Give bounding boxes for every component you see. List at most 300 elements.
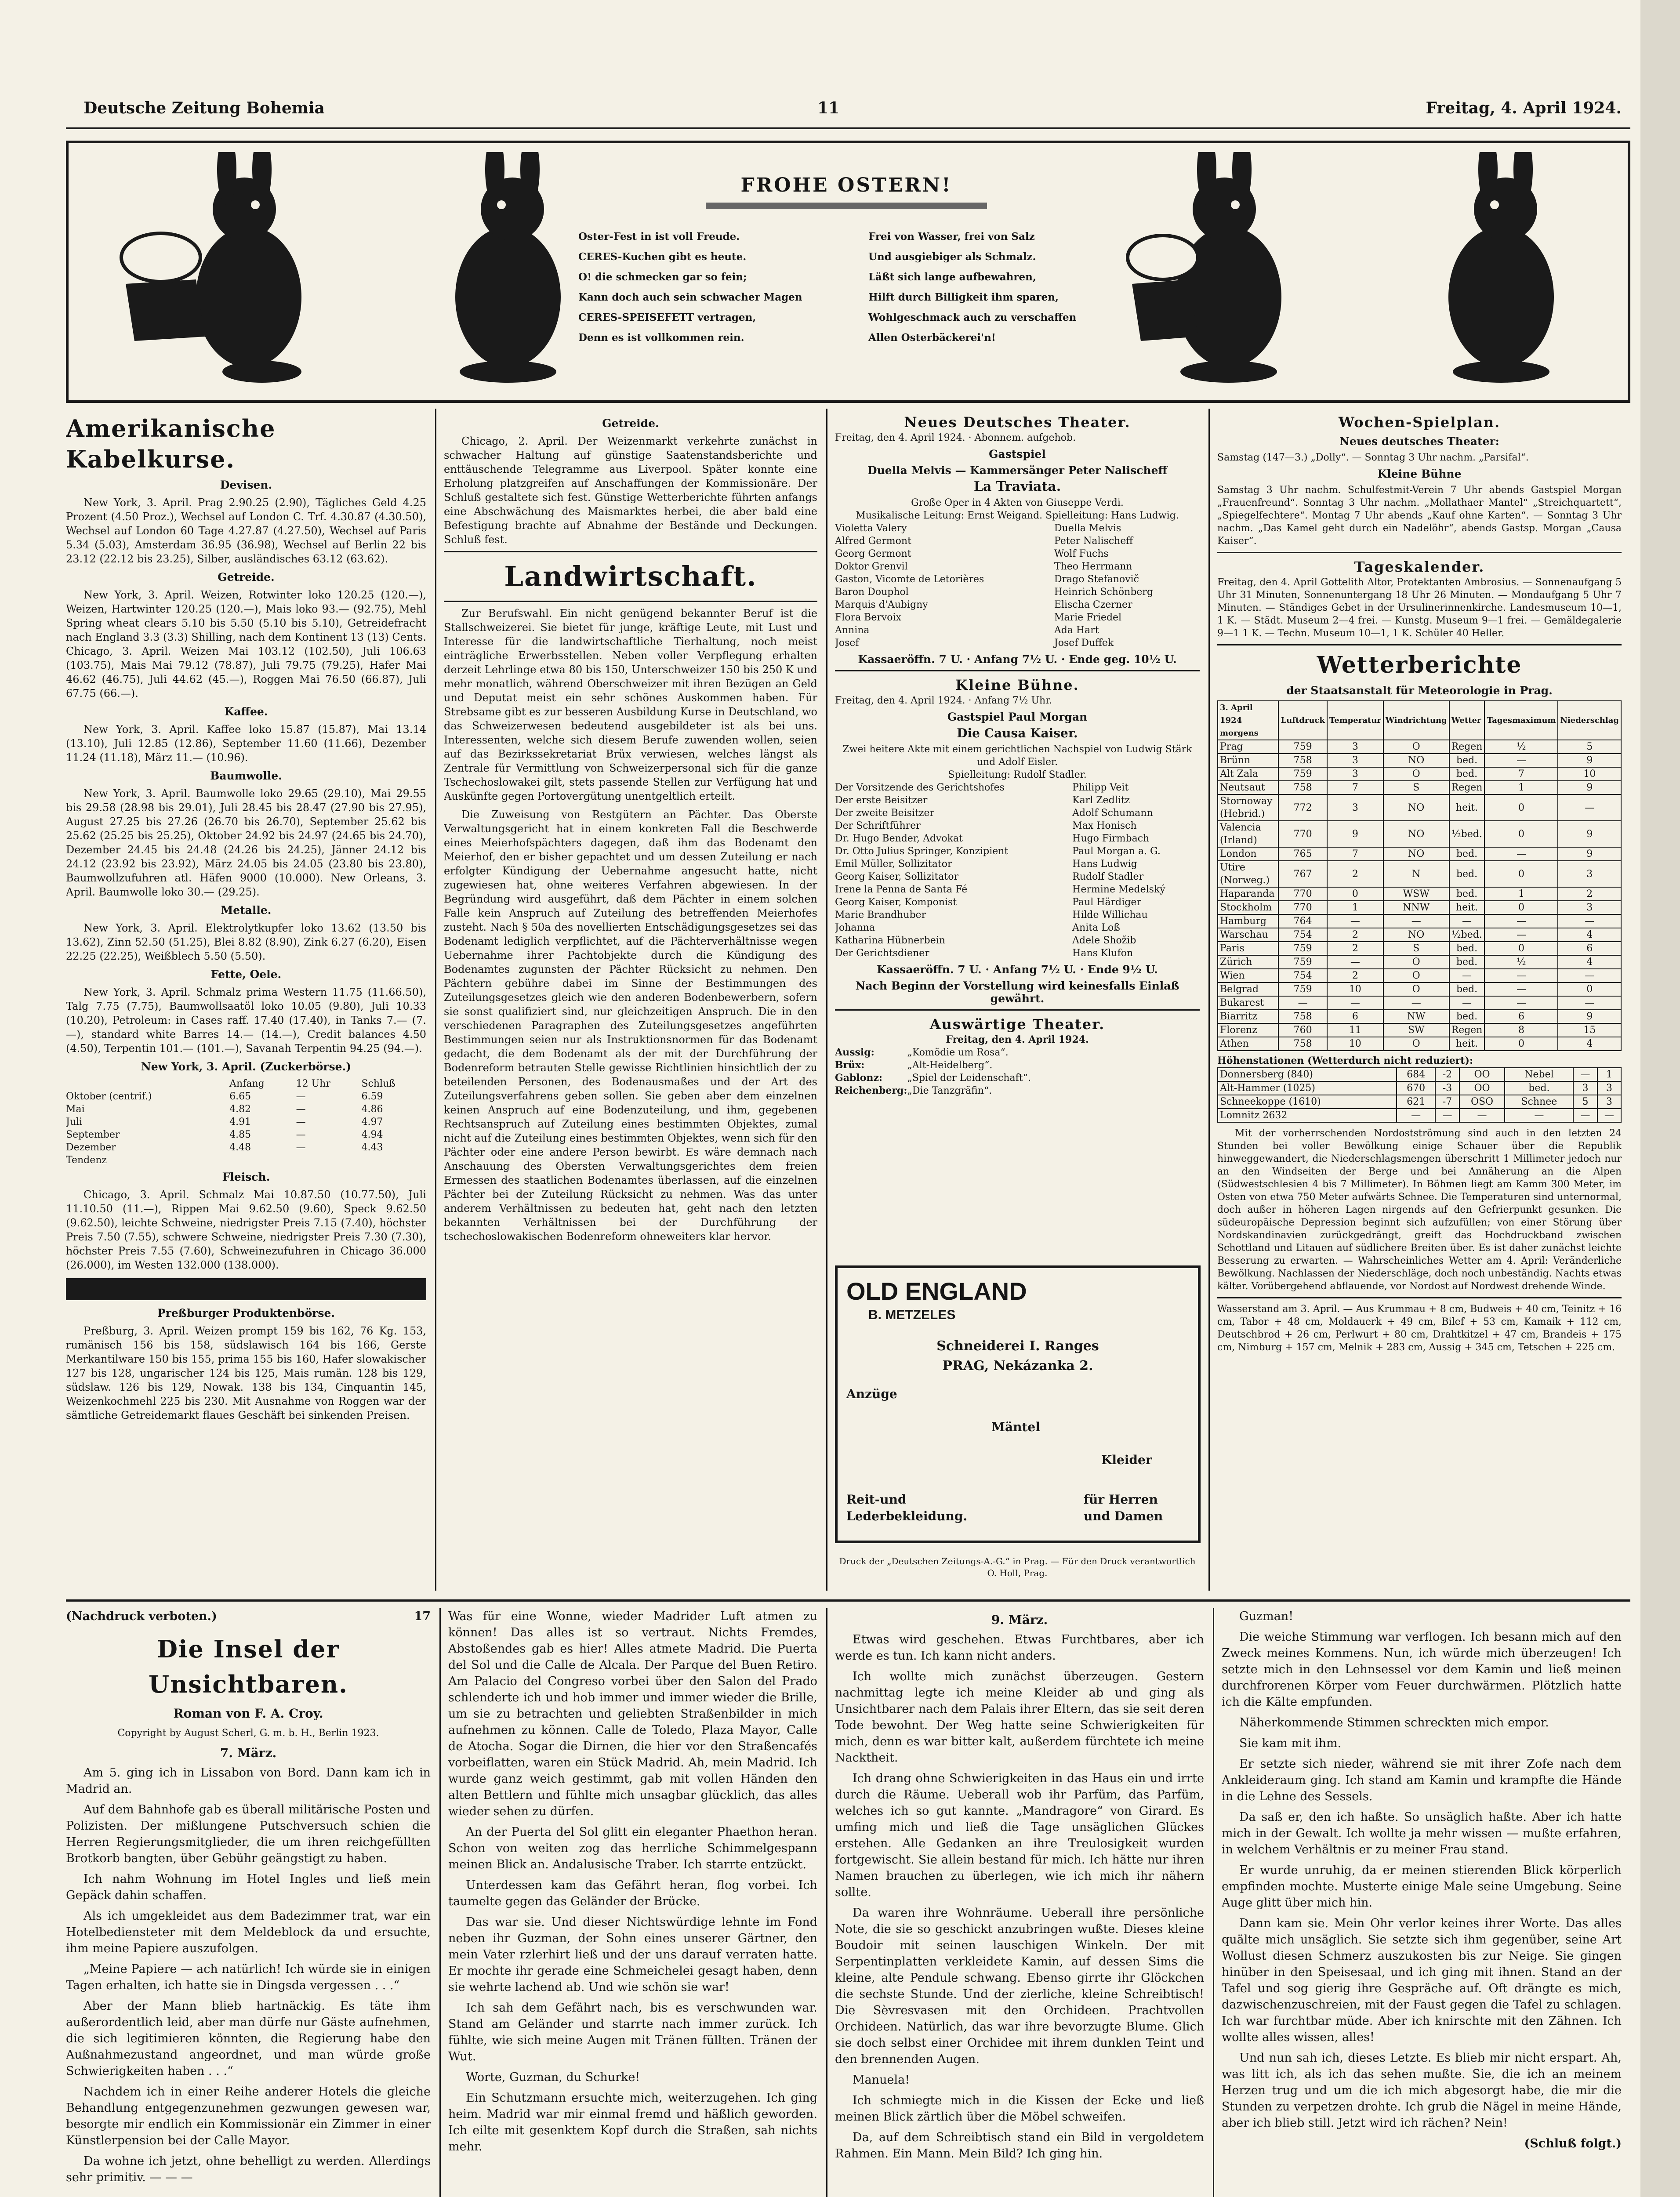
agriculture-column [444, 413, 817, 1591]
list-item [835, 1072, 1200, 1084]
table-cell: NW [1383, 1010, 1449, 1023]
table-cell: 3 [1558, 901, 1621, 914]
opera-title: La Traviata. [973, 479, 1061, 494]
table-cell [362, 1154, 427, 1167]
verse-line: O! die schmecken gar so fein; [578, 271, 747, 283]
role: Katharina Hübnerbein [835, 935, 945, 946]
table-cell: — [1484, 754, 1558, 767]
table-cell: 6.65 [229, 1091, 251, 1102]
page-number: 11 [817, 99, 840, 117]
performer: Adolf Schumann [1072, 808, 1153, 819]
divider [835, 670, 1200, 671]
performer: Hans Ludwig [1072, 859, 1137, 870]
novel-paragraph: Und nun sah ich, dieses Letzte. Es blieb mir nicht erspart. Ah, was litt ich, als ich das sehen mußte. Sie, die ich an meinem Herzen trug und um die ich mich abgesorgt habe, die mir die Stunden zu verpetzen drohte. Ich grub die Nägel in meine Hände, aber ich blieb still. Jetzt wird ich rächen? Nein! [1222, 2051, 1622, 2130]
small-stage-footer: Kassaeröffn. 7 U. · Anfang 7½ U. · Ende 9½ U. [877, 963, 1158, 976]
table-cell: ½bed. [1449, 821, 1485, 847]
old-england-ad [835, 1265, 1201, 1543]
novel-copyright: Copyright by August Scherl, G. m. b. H., Berlin 1923. [117, 1728, 379, 1739]
table-row [1218, 1023, 1621, 1037]
cast-row [835, 947, 1200, 960]
table-cell: 5 [1558, 740, 1621, 754]
table-cell: 758 [1278, 754, 1327, 767]
performer: Elischa Czerner [1054, 599, 1132, 610]
novel-paragraph: Guzman! [1239, 1610, 1294, 1623]
table-cell: ½ [1484, 955, 1558, 969]
novel-paragraph: Was für eine Wonne, wieder Madrider Luft atmen zu können! Das alles ist so vertraut. Nichts Fremdes, Abstoßendes gab es hier! Alles atmete Madrid. Die Puerta del Sol und die Calle de Alcala. Der Parque del Buen Retiro. Am Palacio del Congreso vorbei über den Salon del Prado schlenderte ich und hob immer und immer wieder die Brille, um sie zu betrachten und geliebten Straßenbilder in mich aufnehmen zu können. Calle de Toledo, Plaza Mayor, Calle de Atocha. Sogar die Dirnen, die hier vor den Straßencafés vorbeiflatten, waren ein Stück Madrid. Ah, mein Madrid. Ich wurde ganz weich gestimmt, gab mit vollen Händen den alten Bettlern und fühlte mich unsagbar glücklich, das alles wieder sehen zu dürfen. [448, 1610, 817, 1818]
header-rule [66, 127, 1630, 129]
performer: Drago Stefanovič [1054, 574, 1139, 585]
table-cell: 2 [1558, 887, 1621, 901]
weekly-text: Samstag (147—3.) „Dolly“. — Sonntag 3 Uhr nachm. „Parsifal“. [1217, 452, 1529, 463]
section-text: New York, 3. April. Weizen, Rotwinter loko 120.25 (120.—), Weizen, Hartwinter 120.25 (120.—), Mais loko 93.— (92.75), Mehl Spring wheat clears 5.10 bis 5.50 (5.10 bis 5.10), Getreidefracht nach England 3.3 (3.3) Shilling, nach dem Kontinent 13 (13) Cents. Chicago, 3. April. Weizen Mai 103.12 (102.50), Juli 106.63 (103.75), Mais Mai 79.12 (78.87), Juli 79.75 (79.25), Hafer Mai 46.62 (46.75), Juli 44.62 (45.—), Roggen Mai 76.50 (66.87), Juli 67.75 (66.—). [66, 589, 426, 700]
ad-item: Kleider [1101, 1453, 1152, 1467]
table-row [1218, 1010, 1621, 1023]
table-cell: September [66, 1129, 120, 1140]
table-header: Wetter [1449, 701, 1485, 740]
small-stage-title: Kleine Bühne. [955, 677, 1079, 693]
section-head: Preßburger Produktenbörse. [157, 1307, 335, 1320]
section-rule [66, 1599, 1630, 1602]
column-rule [826, 1608, 827, 2197]
verse-line: Hilft durch Billigkeit ihm sparen, [868, 291, 1059, 303]
table-cell: 4.86 [361, 1104, 383, 1115]
station-name: Biarritz [1218, 1010, 1278, 1023]
table-cell: 12 Uhr [296, 1078, 330, 1089]
table-row [66, 1090, 426, 1103]
table-cell: bed. [1449, 1010, 1485, 1023]
table-row [66, 1116, 426, 1128]
table-cell: 4.94 [361, 1129, 383, 1140]
table-cell: 4.91 [229, 1117, 251, 1128]
table-cell: -7 [1435, 1095, 1459, 1109]
easter-verse-right [868, 227, 1132, 348]
performer: Anita Loß [1072, 922, 1120, 933]
city: Aussig: [835, 1047, 874, 1058]
table-cell: — [1558, 969, 1621, 982]
station-name: Warschau [1218, 928, 1278, 942]
table-cell: 4.82 [229, 1104, 251, 1115]
list-item [835, 1046, 1200, 1059]
table-cell: — [1484, 969, 1558, 982]
play: „Spiel der Leidenschaft“. [907, 1073, 1031, 1084]
small-stage-date: Freitag, den 4. April 1924. · Anfang 7½ Uhr. [835, 695, 1052, 706]
opera-direction: Musikalische Leitung: Ernst Weigand. Spielleitung: Hans Ludwig. [856, 510, 1179, 521]
table-cell: — [296, 1104, 306, 1115]
page-edge [1640, 0, 1680, 2197]
table-cell: O [1383, 982, 1449, 996]
ad-item: Mäntel [991, 1420, 1040, 1434]
table-cell: NO [1383, 754, 1449, 767]
play: „Die Tanzgräfin“. [907, 1085, 992, 1096]
cast-row [835, 611, 1200, 624]
table-cell: 3 [1327, 740, 1383, 754]
small-stage-note: Nach Beginn der Vorstellung wird keinesfalls Einlaß gewährt. [855, 979, 1179, 1005]
table-cell: NO [1383, 928, 1449, 942]
performer: Hilde Willichau [1072, 910, 1148, 921]
play-title: Die Causa Kaiser. [957, 726, 1078, 740]
table-cell: 11 [1327, 1023, 1383, 1037]
weather-forecast: Mit der vorherrschenden Nordostströmung sind auch in den letzten 24 Stunden bei voller Bewölkung einige Schauer über die Republik hinweggewandert, die Niederschlagsmengen überschritt 1 Millimeter jedoch nur an den Windseiten der Berge und bei Annäherung an die Alpen (Südwestschlesien 4 bis 7 Millimeter). In Böhmen liegt am Kamm 300 Meter, im Osten von etwa 750 Meter aufwärts Schnee. Die Temperaturen sind unternormal, doch außer in höheren Lagen nirgends auf den Gefrierpunkt gesunken. Die südeuropäische Depression beginnt sich aufzufüllen; von einer Störung über Nordskandinavien zurückgedrängt, greift das Hochdruckband zwischen Schottland und Litauen auf südlichere Breiten über. Es ist daher zunächst leichte Besserung zu erwarten. — Wahrscheinliches Wetter am 4. April: Veränderliche Bewölkung. Nachlassen der Niederschläge, doch noch unbeständig. Nachts etwas kälter. Vorübergehend abflauende, vor Nordost auf Nordwest drehende Winde. [1217, 1128, 1622, 1292]
table-cell: — [1558, 996, 1621, 1010]
table-header: Windrichtung [1383, 701, 1449, 740]
table-cell: 3 [1327, 754, 1383, 767]
table-cell: 759 [1278, 955, 1327, 969]
table-cell: 1 [1484, 781, 1558, 794]
role: Marquis d'Aubigny [835, 599, 928, 610]
novel-paragraph: Manuela! [853, 2073, 910, 2087]
table-cell: 1 [1597, 1068, 1621, 1081]
diary-date: 9. März. [991, 1613, 1048, 1627]
divider [835, 1009, 1200, 1011]
station-name: Utire (Norweg.) [1218, 861, 1278, 887]
table-cell: 2 [1327, 861, 1383, 887]
table-row [1218, 701, 1621, 740]
city: Brüx: [835, 1059, 865, 1071]
performer: Josef Duffek [1054, 638, 1114, 649]
table-cell: 759 [1278, 982, 1327, 996]
performer: Theo Herrmann [1054, 561, 1132, 572]
table-row [1218, 969, 1621, 982]
table-row [1218, 847, 1621, 861]
weekly-title: Wochen-Spielplan. [1338, 414, 1501, 431]
weather-table [1217, 700, 1622, 1051]
novel-column-3 [835, 1608, 1204, 2197]
station-name: Neutsaut [1218, 781, 1278, 794]
table-cell: 3 [1327, 794, 1383, 821]
table-cell: O [1383, 767, 1449, 781]
table-cell: 15 [1558, 1023, 1621, 1037]
bunny-illustration [1123, 152, 1308, 385]
table-cell: 7 [1327, 847, 1383, 861]
station-name: Wien [1218, 969, 1278, 982]
table-cell: — [1435, 1109, 1459, 1122]
performer: Rudolf Stadler [1072, 871, 1144, 882]
cast-row [835, 535, 1200, 547]
cast-row [835, 573, 1200, 586]
calendar-title: Tageskalender. [1354, 558, 1485, 575]
table-cell: Regen [1449, 1023, 1485, 1037]
column-rule [1213, 1608, 1214, 2197]
role: Alfred Germont [835, 536, 911, 547]
divider [1217, 1297, 1622, 1298]
table-cell: -3 [1435, 1081, 1459, 1095]
reprint-notice: (Nachdruck verboten.) [66, 1610, 217, 1623]
calendar-text: Freitag, den 4. April Gottelith Altor, Protektanten Ambrosius. — Sonnenaufgang 5 Uhr 31 Minuten, Sonnenuntergang 18 Uhr 26 Minuten. — Mondaufgang 5 Uhr 7 Minuten. — Ständiges Gebet in der Ursulinerinnenkirche. Landesmuseum 10—1, 1 K. — Städt. Museum 2—4 frei. — Kunstg. Museum 9—1 frei. — Gemäldegalerie 9—1 1 K. — Techn. Museum 10—1, 1 K. Schüler 40 Heller. [1217, 577, 1622, 639]
table-cell: — [1449, 996, 1485, 1010]
ad-item: für Herren [1084, 1492, 1158, 1507]
novel-paragraph: „Meine Papiere — ach natürlich! Ich würde sie in einigen Tagen erhalten, ich hatte sie in Dingsda vergessen . . .“ [66, 1962, 431, 1992]
table-cell: heit. [1449, 901, 1485, 914]
verse-line: Allen Osterbäckerei'n! [868, 332, 996, 344]
table-row [1218, 928, 1621, 942]
weather-title: Wetterberichte [1317, 652, 1522, 678]
cast-list [835, 781, 1200, 960]
performer: Peter Nalischeff [1054, 536, 1133, 547]
table-header: Tagesmaximum [1484, 701, 1558, 740]
cast-row [835, 832, 1200, 845]
table-cell: bed. [1449, 942, 1485, 955]
sugar-head: New York, 3. April. (Zuckerbörse.) [141, 1060, 352, 1073]
table-row [1218, 1037, 1621, 1051]
role: Der Schriftführer [835, 820, 921, 831]
novel-header [66, 1608, 431, 1624]
table-cell: 9 [1558, 781, 1621, 794]
divider [1217, 644, 1622, 645]
table-cell: 765 [1278, 847, 1327, 861]
theater-date-line: Freitag, den 4. April 1924. · Abonnem. aufgehob. [835, 432, 1076, 443]
section-head: Getreide. [602, 417, 659, 430]
table-cell: O [1383, 1037, 1449, 1051]
table-cell: bed. [1449, 887, 1485, 901]
station-name: Alt Zala [1218, 767, 1278, 781]
table-cell: — [1558, 914, 1621, 928]
table-cell: 3 [1573, 1081, 1597, 1095]
novel-column-4 [1222, 1608, 1622, 2197]
novel-paragraph: Er wurde unruhig, da er meinen stierenden Blick körperlich empfinden mochte. Musterte einige Male seine Umgebung. Seine Auge glitt über mich hin. [1222, 1863, 1622, 1910]
novel-paragraph: Ich sah dem Gefährt nach, bis es verschwunden war. Stand am Geländer und starrte nach immer zurück. Ich fühlte, wie sich meine Augen mit Tränen füllten. Tränen der Wut. [448, 2001, 817, 2063]
performer: Hugo Firmbach [1072, 833, 1150, 844]
table-cell: 770 [1278, 887, 1327, 901]
title-underline [706, 203, 987, 209]
table-cell: — [1573, 1109, 1597, 1122]
section-text: New York, 3. April. Prag 2.90.25 (2.90), Tägliches Geld 4.25 Prozent (4.50 Proz.), Wechsel auf London C. Trf. 4.30.87 (4.30.50), Wechsel auf London 60 Tage 4.27.87 (4.27.50), Wechsel auf Paris 5.34 (5.03), Amsterdam 36.95 (36.98), Wechsel auf Berlin 22 bis 23.12 (22.12 bis 23.25), Silber, ausländisches 63.12 (63.62). [66, 497, 426, 565]
table-cell: OO [1459, 1068, 1505, 1081]
cast-row [835, 921, 1200, 934]
section-text: Preßburg, 3. April. Weizen prompt 159 bis 162, 76 Kg. 153, rumänisch 156 bis 158, südslawisch 164 bis 166, Gerste Merkantilware 150 bis 155, prima 155 bis 160, Hafer slowakischer 127 bis 128, ungarischer 124 bis 125, Mais rumän. 128 bis 129, südslaw. 126 bis 129, Nowak. 138 bis 134, Cinquantin 145, Weizenkochmehl 225 bis 230. Mit Ausnahme von Roggen war der sämtliche Getreidemarkt flaues Geschäft bei sinkenden Preisen. [66, 1325, 426, 1421]
table-cell: — [296, 1142, 306, 1153]
novel-paragraph: Dann kam sie. Mein Ohr verlor keines ihrer Worte. Das alles quälte mich unsäglich. Sie setzte sich ihm gegenüber, seine Art Wollust diesen Schmerz auszukosten bis zur Neige. Sie gingen hinüber in den Speisesaal, und ich ging mit ihnen. Stand an der Tafel und sog gierig ihre Gespräche auf. Oft drängte es mich, dazwischenzuschreien, mit der Faust gegen die Tafel zu schlagen. Ich war furchtbar müde. Aber ich knirschte mit den Zähnen. Ich wollte alles wissen, alles! [1222, 1917, 1622, 2044]
ad-item: Reit-und [846, 1492, 907, 1507]
ad-item: und Damen [1084, 1509, 1163, 1523]
table-cell: ½ [1484, 740, 1558, 754]
station-name: Brünn [1218, 754, 1278, 767]
table-cell: S [1383, 781, 1449, 794]
station-name: Florenz [1218, 1023, 1278, 1037]
role: Georg Germont [835, 548, 911, 559]
station-name: Donnersberg (840) [1218, 1068, 1397, 1081]
table-cell: 758 [1278, 1037, 1327, 1051]
play: „Alt-Heidelberg“. [907, 1060, 993, 1071]
novel-paragraph: Unterdessen kam das Gefährt heran, flog vorbei. Ich taumelte gegen das Geländer der Brücke. [448, 1878, 817, 1908]
table-cell: 7 [1327, 781, 1383, 794]
table-cell: — [1484, 982, 1558, 996]
table-cell: 3 [1597, 1095, 1621, 1109]
section-head: Devisen. [220, 479, 272, 491]
table-row [66, 1154, 426, 1167]
table-row [1218, 767, 1621, 781]
table-cell: -2 [1435, 1068, 1459, 1081]
table-row [1218, 996, 1621, 1010]
weekly-kb: Kleine Bühne [1377, 468, 1462, 480]
page-header [66, 99, 1630, 125]
performer: Paul Härdiger [1072, 897, 1141, 908]
cast-row [835, 560, 1200, 573]
weather-column [1217, 413, 1622, 1591]
table-cell: 9 [1558, 847, 1621, 861]
table-header: Niederschlag [1558, 701, 1621, 740]
table-cell: Juli [66, 1117, 83, 1128]
station-name: Athen [1218, 1037, 1278, 1051]
station-name: Bukarest [1218, 996, 1278, 1010]
table-cell: SW [1383, 1023, 1449, 1037]
bunny-illustration [1422, 152, 1607, 385]
weekly-kb-text: Samstag 3 Uhr nachm. Schulfestmit-Verein 7 Uhr abends Gastspiel Morgan „Frauenfreund“. Sonntag 3 Uhr nachm. „Mollathaer Mantel“ „Streichquartett“, „Spiegelfechtere“. Montag 7 Uhr abends „Kauf ohne Karten“. — Sonntag 3 Uhr nachm. „Das Kamel geht durch ein Nadelöhr“, abends Gastsp. Morgan „Causa Kaiser“. [1217, 485, 1622, 547]
table-cell: 764 [1278, 914, 1327, 928]
table-cell: 1 [1327, 901, 1383, 914]
column-rule [826, 409, 827, 1591]
cast-row [835, 586, 1200, 598]
section-text: New York, 3. April. Elektrolytkupfer loko 13.62 (13.50 bis 13.62), Zinn 52.50 (51.25), Blei 8.82 (8.90), Zink 6.27 (6.20), Eisen 22.25 (22.25), Weißblech 5.50 (5.50). [66, 922, 426, 962]
role: Doktor Grenvil [835, 561, 908, 572]
novel-paragraph: Da waren ihre Wohnräume. Ueberall ihre persönliche Note, die sie so geschickt anzubringen wußte. Dieses kleine Boudoir mit seinen lauschigen Winkeln. Der mit Serpentinplatten verkleidete Kamin, auf dessen Sims die kleine, alte Pendule schwang. Ebenso girrte ihr Glöckchen die sechste Stunde. Und der zierliche, kleine Schreibtisch! Die Sèvresvasen mit den Orchideen. Prachtvollen Orchideen. Natürlich, das war ihre bevorzugte Blume. Glich sie doch selbst einer Orchidee mit ihrem dunklen Teint und den brennenden Augen. [835, 1906, 1204, 2066]
table-cell: Tendenz [66, 1155, 107, 1166]
role: Irene la Penna de Santa Fé [835, 884, 968, 895]
table-cell: bed. [1505, 1081, 1573, 1095]
table-cell: 2 [1327, 928, 1383, 942]
table-cell [66, 1077, 229, 1090]
table-cell: — [296, 1117, 306, 1128]
city: Reichenberg: [835, 1085, 907, 1096]
table-row [1218, 754, 1621, 767]
performer: Heinrich Schönberg [1054, 587, 1154, 598]
novel-paragraph: Worte, Guzman, du Schurke! [466, 2070, 640, 2084]
novel-paragraph: Etwas wird geschehen. Etwas Furchtbares, aber ich werde es tun. Ich kann nicht anders. [835, 1633, 1204, 1663]
list-item [835, 1084, 1200, 1097]
verse-line: CERES-Kuchen gibt es heute. [578, 251, 747, 263]
table-row [1218, 955, 1621, 969]
cast-row [835, 819, 1200, 832]
table-cell: 6 [1558, 942, 1621, 955]
small-stage-guest: Gastspiel Paul Morgan [947, 711, 1088, 723]
role: Georg Kaiser, Sollizitator [835, 871, 959, 882]
novel-paragraph: Als ich umgekleidet aus dem Badezimmer trat, war ein Hotelbediensteter mit dem Meldeblock da und ersuchte, ihm meine Papiere auszufolgen. [66, 1909, 431, 1955]
station-name: Stockholm [1218, 901, 1278, 914]
column-rule [439, 1608, 441, 2197]
role: Baron Douphol [835, 587, 909, 598]
role: Georg Kaiser, Komponist [835, 897, 957, 908]
cast-row [835, 547, 1200, 560]
table-cell: ½bed. [1449, 928, 1485, 942]
table-cell: 758 [1278, 1010, 1327, 1023]
table-row [66, 1128, 426, 1141]
installment-number: 17 [414, 1610, 431, 1623]
water-levels: Wasserstand am 3. April. — Aus Krummau + 8 cm, Budweis + 40 cm, Teinitz + 16 cm, Tabor + 48 cm, Moldauerk + 49 cm, Bilef + 53 cm, Kamaik + 112 cm, Deutschbrod + 26 cm, Perlwurt + 80 cm, Drahtkitzel + 47 cm, Brandeis + 175 cm, Nimburg + 157 cm, Melnik + 283 cm, Aussig + 345 cm, Tetschen + 225 cm. [1217, 1304, 1622, 1353]
table-cell: 754 [1278, 969, 1327, 982]
table-cell: Oktober (centrif.) [66, 1091, 152, 1102]
verse-line: Frei von Wasser, frei von Salz [868, 231, 1035, 243]
role: Johanna [835, 922, 875, 933]
theater-gastspiel: Gastspiel [989, 448, 1046, 460]
article-paragraph: Die Zuweisung von Restgütern an Pächter. Das Oberste Verwaltungsgericht hat in einem konkreten Fall die Beschwerde eines Meierhofspächters dagegen, daß ihm das Bodenamt den Meierhof, den er bisher gepachtet und um dessen Zuteilung er nach erfolgter Kündigung der Uebernahme angesucht hatte, nicht zugewiesen hat, ohne weiteres Verfahren abgewiesen. In der Begründung wird ausgeführt, daß dem Pächter in einem solchen Falle kein Anspruch auf Zuteilung des betreffenden Meierhofes zusteht. Nach § 50a des novellierten Entschädigungsgesetzes sei das Bodenamt lediglich verpflichtet, auf die Pächterverhältnisse wegen Uebernahme ihrer Pachtobjekte durch die Kündigung des Bodenamtes zugunsten der Pächter Rücksicht zu nehmen. Den Pächtern gebühre dabei im Sinne der Bestimmungen des Zuteilungsgesetzes gleich wie den anderen Bodenbewerbern, sofern sie sonst qualifiziert sind, nur gleichzeitigen Anspruch. Die in den verschiedenen Paragraphen des Zuteilungsgesetzes angeführten Bestimmungen seien nur als Instruktionsnormen für das Bodenamt gedacht, die dem Bodenamt als der mit der Durchführung der Bodenreform betrauten Stelle gewisse Richtlinien hinsichtlich der zu beteilenden Personen, des Bodenausmaßes und der Art des Zuteilungsverfahrens geben sollen. Sie geben aber dem einzelnen keinen Anspruch auf eine Bodenzuteilung, und ihm, gegebenen Rechtsanspruch auf Zuteilung eines bestimmten Objektes, zumal nicht auf die Zuteilung eines bestimmten Objektes, wenn sich für den Pächter oder eine andere Person bewirbt. Es wäre demnach nach Anschauung des Obersten Verwaltungsgerichtes dem freien Ermessen des staatlichen Bodenamtes überlassen, auf die einzelnen Pächter bei der Zuteilung Rücksicht zu nehmen. Was das unter anderem Verhältnissen zu bedeuten hat, geht nach den letzten bekannten Verhältnissen bei der Durchführung der tschechoslowakischen Bodenreform ohneweiters klar hervor. [444, 808, 817, 1243]
role: Der erste Beisitzer [835, 795, 928, 806]
table-cell: bed. [1449, 861, 1485, 887]
table-cell: O [1383, 740, 1449, 754]
diary-date: 7. März. [220, 1746, 277, 1760]
table-header: Luftdruck [1278, 701, 1327, 740]
table-cell: Schluß [361, 1078, 396, 1089]
station-name: Paris [1218, 942, 1278, 955]
table-cell: 6 [1327, 1010, 1383, 1023]
divider [444, 601, 817, 602]
table-cell: 0 [1558, 982, 1621, 996]
table-cell: 770 [1278, 821, 1327, 847]
cast-row [835, 896, 1200, 909]
divider [444, 551, 817, 552]
table-cell: 2 [1327, 969, 1383, 982]
table-cell: 0 [1484, 942, 1558, 955]
section-text: New York, 3. April. Kaffee loko 15.87 (15.87), Mai 13.14 (13.10), Juli 12.85 (12.86), September 11.60 (11.66), Dezember 11.24 (11.18), März 11.— (10.96). [66, 723, 426, 764]
table-row [1218, 781, 1621, 794]
table-cell: 0 [1484, 861, 1558, 887]
novel-title: Die Insel der Unsichtbaren. [149, 1635, 348, 1698]
cast-row [835, 794, 1200, 807]
table-cell: Regen [1449, 781, 1485, 794]
novel-paragraph: Da, auf dem Schreibtisch stand ein Bild in vergoldetem Rahmen. Ein Mann. Mein Bild? Ich ging hin. [835, 2131, 1204, 2161]
performer: Wolf Fuchs [1054, 548, 1109, 559]
role: Flora Bervoix [835, 612, 901, 623]
ad-item: Lederbekleidung. [846, 1509, 968, 1523]
table-cell: WSW [1383, 887, 1449, 901]
table-cell: — [1484, 996, 1558, 1010]
performer: Adele Shožib [1072, 935, 1136, 946]
weather-rows [1218, 740, 1621, 1051]
table-cell [296, 1154, 362, 1167]
cast-row [835, 781, 1200, 794]
table-cell: 10 [1558, 767, 1621, 781]
verse-line: Wohlgeschmack auch zu verschaffen [868, 312, 1077, 323]
table-row [1218, 1109, 1621, 1122]
table-cell: — [1484, 914, 1558, 928]
table-cell: — [1383, 914, 1449, 928]
table-header: Temperatur [1327, 701, 1383, 740]
table-cell: — [1597, 1109, 1621, 1122]
performer: Karl Zedlitz [1072, 795, 1130, 806]
table-cell: OSO [1459, 1095, 1505, 1109]
cast-row [835, 858, 1200, 870]
table-cell: 0 [1327, 887, 1383, 901]
table-cell: 759 [1278, 767, 1327, 781]
table-cell: — [1397, 1109, 1435, 1122]
table-cell: O [1383, 955, 1449, 969]
station-name: London [1218, 847, 1278, 861]
section-head: Fleisch. [222, 1171, 270, 1183]
cast-row [835, 598, 1200, 611]
theater-title: Neues Deutsches Theater. [904, 414, 1131, 431]
table-cell: 2 [1327, 942, 1383, 955]
table-row [1218, 794, 1621, 821]
table-cell: 6.59 [361, 1091, 383, 1102]
novel-paragraph: Auf dem Bahnhofe gab es überall militärische Posten und Polizisten. Der mißlungene Putschversuch schien die Herren Regierungsmitglieder, die um ihren reichgefüllten Brotkorb bangten, über Gebühr geängstigt zu haben. [66, 1803, 431, 1865]
agriculture-title: Landwirtschaft. [504, 560, 757, 592]
section-head: Baumwolle. [210, 769, 282, 782]
novel-paragraph: Ich wollte mich zunächst überzeugen. Gestern nachmittag legte ich meine Kleider ab und ging als Unsichtbarer nach dem Palais ihrer Eltern, das sie seit deren Tode bewohnt. Der Weg hatte seine Schwierigkeiten für mich, denn es war bitter kalt, außerdem fürchtete ich meine Nacktheit. [835, 1670, 1204, 1765]
role: Der Gerichtsdiener [835, 948, 929, 959]
table-cell: — [1383, 996, 1449, 1010]
opera-subtitle: Große Oper in 4 Akten von Giuseppe Verdi. [911, 497, 1124, 508]
easter-ad [66, 141, 1630, 403]
table-cell: 621 [1397, 1095, 1435, 1109]
station-name: Haparanda [1218, 887, 1278, 901]
role: Dr. Otto Julius Springer, Konzipient [835, 846, 1009, 857]
table-cell: NNW [1383, 901, 1449, 914]
table-cell: bed. [1449, 767, 1485, 781]
table-cell: — [296, 1091, 306, 1102]
table-cell: bed. [1449, 955, 1485, 969]
table-cell: 767 [1278, 861, 1327, 887]
table-cell: 3 [1327, 767, 1383, 781]
table-cell: Dezember [66, 1142, 116, 1153]
table-cell: 4.97 [361, 1117, 383, 1128]
